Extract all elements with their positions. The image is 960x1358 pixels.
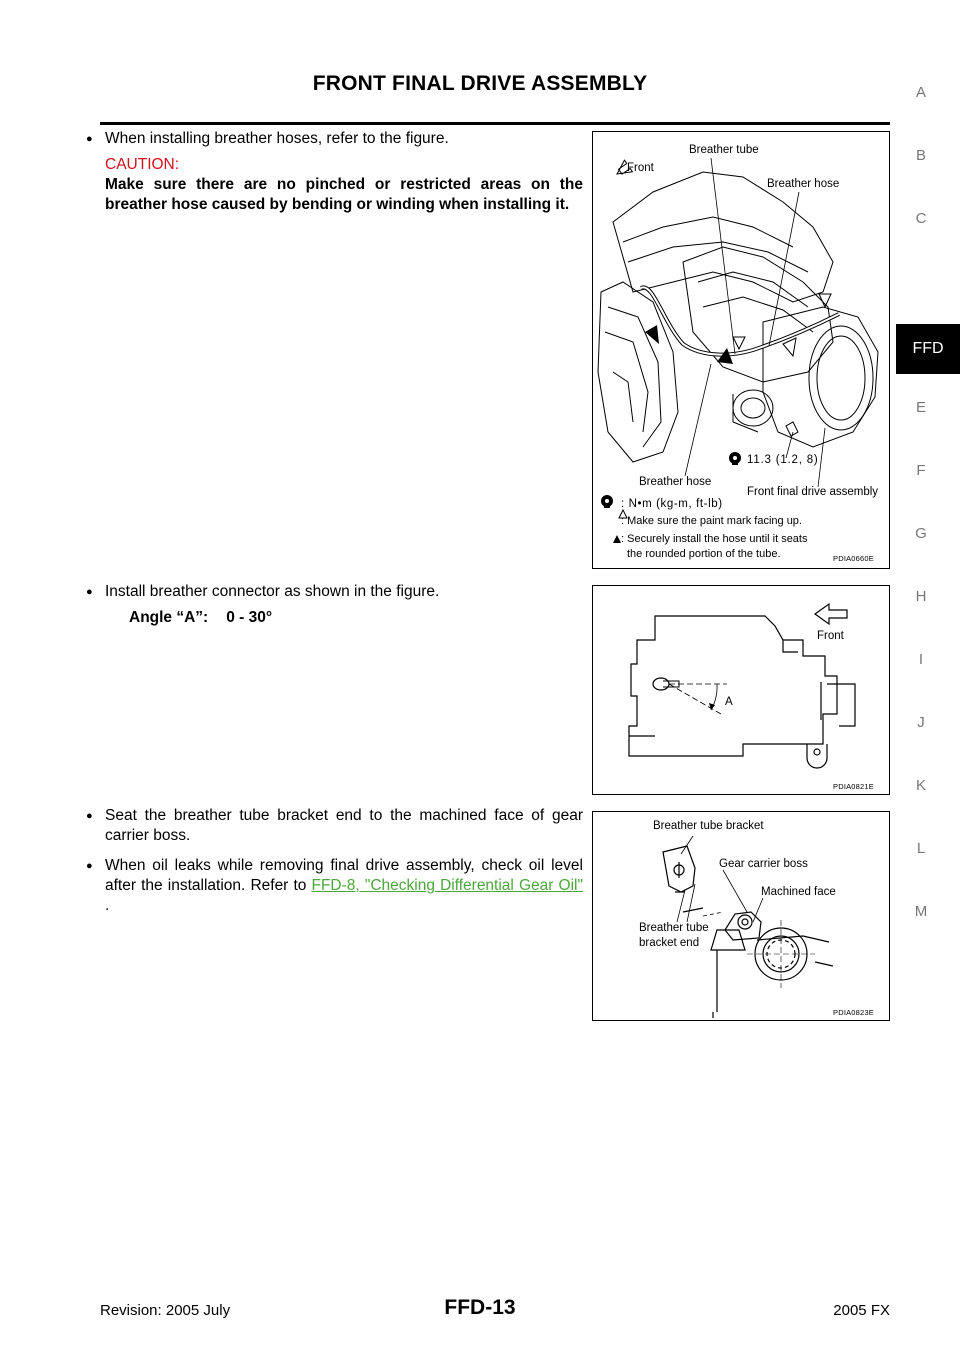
instruction-text: Install breather connector as shown in the figure. — [105, 583, 440, 600]
label-torque: 11.3 (1.2, 8) — [747, 454, 819, 466]
side-index-c[interactable]: C — [915, 210, 927, 227]
side-index-i[interactable]: I — [918, 651, 924, 668]
legend-secure-line2: the rounded portion of the tube. — [627, 548, 781, 560]
footer-page-code: FFD-13 — [444, 1296, 516, 1319]
bullet-icon: ● — [86, 133, 93, 145]
label-breather-tube: Breather tube — [689, 144, 759, 156]
angle-spec-value: 0 - 30° — [226, 609, 273, 626]
caution-label: CAUTION: — [105, 156, 180, 173]
section-breather-hoses — [86, 129, 583, 215]
instruction-text: When installing breather hoses, refer to the figure. — [105, 130, 449, 147]
legend-paint-mark: : Make sure the paint mark facing up. — [621, 515, 802, 527]
legend-secure-line1: : Securely install the hose until it seats — [621, 533, 808, 545]
label-bracket-end-line2: bracket end — [639, 937, 700, 949]
side-index-a[interactable]: A — [915, 84, 926, 101]
label-final-drive-assembly: Front final drive assembly — [747, 486, 879, 498]
figure-connector-drawing — [593, 586, 889, 794]
page-title: FRONT FINAL DRIVE ASSEMBLY — [312, 72, 648, 95]
oil-check-suffix: . — [105, 897, 110, 914]
figure-breather-hose-routing — [592, 131, 890, 569]
side-index-m[interactable]: M — [914, 903, 928, 920]
side-index-h[interactable]: H — [915, 588, 927, 605]
section-breather-connector — [86, 582, 583, 602]
figure-code: PDIA0660E — [833, 554, 874, 563]
label-front: Front — [627, 162, 654, 174]
figure-breather-tube-bracket — [592, 811, 890, 1021]
footer-revision: Revision: 2005 July — [100, 1302, 231, 1319]
bullet-icon: ● — [86, 810, 93, 822]
bullet-icon: ● — [86, 586, 93, 598]
bullet-item-bracket — [86, 806, 583, 846]
legend-units: : N•m (kg-m, ft-lb) — [621, 498, 723, 510]
angle-spec — [129, 609, 272, 627]
figure-bracket-drawing — [593, 812, 889, 1020]
title-rule — [100, 122, 890, 125]
footer-model: 2005 FX — [833, 1302, 890, 1319]
side-index-b[interactable]: B — [915, 147, 926, 164]
bullet-item-oil-check — [86, 856, 583, 916]
side-index-l[interactable]: L — [916, 840, 926, 857]
figure-code: PDIA0823E — [833, 1008, 874, 1017]
side-index-j[interactable]: J — [917, 714, 925, 731]
side-tab-ffd[interactable]: FFD — [896, 324, 960, 374]
figure-code: PDIA0821E — [833, 782, 874, 791]
instruction-text: Seat the breather tube bracket end to the machined face of gear carrier boss. — [105, 807, 583, 844]
side-index-k[interactable]: K — [915, 777, 926, 794]
oil-check-text: When oil leaks while removing final drive assembly, check oil level after the installation. Refer to — [105, 857, 583, 894]
figure-breather-connector-angle — [592, 585, 890, 795]
caution-text: Make sure there are no pinched or restricted areas on the breather hose caused by bending or winding when installing it. — [105, 176, 583, 213]
bullet-icon: ● — [86, 860, 93, 872]
label-breather-hose-top: Breather hose — [767, 178, 840, 190]
side-index-e[interactable]: E — [915, 399, 926, 416]
label-breather-hose-bottom: Breather hose — [639, 476, 712, 488]
angle-spec-label: Angle “A”: — [129, 609, 209, 626]
label-angle-a: A — [725, 696, 733, 708]
section-bracket-and-oil — [86, 806, 583, 916]
label-gear-carrier-boss: Gear carrier boss — [719, 858, 808, 870]
label-breather-tube-bracket: Breather tube bracket — [653, 820, 764, 832]
instruction-text — [86, 856, 583, 916]
link-checking-differential-gear-oil[interactable]: FFD-8, "Checking Differential Gear Oil" — [311, 877, 583, 894]
label-front: Front — [817, 630, 844, 642]
label-machined-face: Machined face — [761, 886, 836, 898]
label-bracket-end-line1: Breather tube — [639, 922, 709, 934]
side-index-f[interactable]: F — [916, 462, 926, 479]
side-index-g[interactable]: G — [915, 525, 927, 542]
